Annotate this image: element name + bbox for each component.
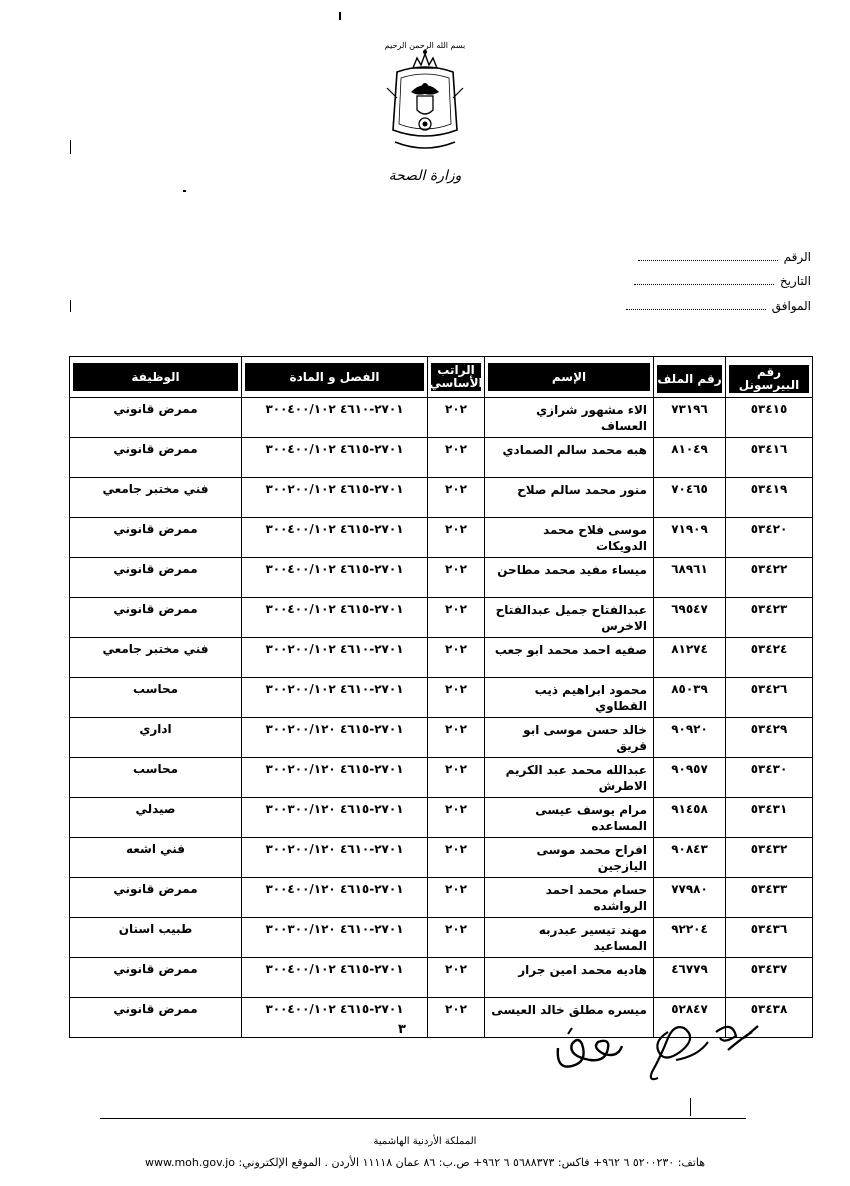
header-employee-number: رقم البيرسونل	[726, 357, 813, 398]
table-row	[70, 958, 813, 998]
scan-mark	[70, 300, 71, 312]
table-row	[70, 918, 813, 958]
name-cell: مهند تيسير عبدربه المساعيد	[485, 918, 654, 958]
file-number-cell: ٦٩٥٤٧	[654, 598, 726, 638]
salary-cell: ٢٠٢	[428, 838, 485, 878]
category-cell: ٢٧٠١-٤٦١٥ ٣٠٠٤٠٠/١٠٢	[242, 518, 428, 558]
category-cell: ٢٧٠١-٤٦١٥ ٣٠٠٤٠٠/١٠٢	[242, 598, 428, 638]
job-cell: صيدلي	[70, 798, 242, 838]
scan-mark	[183, 190, 186, 192]
table-row	[70, 518, 813, 558]
salary-cell: ٢٠٢	[428, 478, 485, 518]
job-cell: فني مختبر جامعي	[70, 478, 242, 518]
date-field	[625, 274, 811, 288]
job-cell: ممرض قانوني	[70, 558, 242, 598]
salary-cell: ٢٠٢	[428, 758, 485, 798]
table-row	[70, 678, 813, 718]
reference-field	[625, 250, 811, 264]
table-row	[70, 838, 813, 878]
name-cell: ميساء مفيد محمد مطاحن	[485, 558, 654, 598]
header-category: الفصل و المادة	[242, 357, 428, 398]
file-number-cell: ٩١٤٥٨	[654, 798, 726, 838]
scan-mark	[339, 12, 341, 20]
file-number-cell: ٩٢٢٠٤	[654, 918, 726, 958]
category-cell: ٢٧٠١-٤٦١٥ ٣٠٠٤٠٠/١٠٢	[242, 998, 428, 1038]
file-number-cell: ٤٦٧٧٩	[654, 958, 726, 998]
name-cell: حسام محمد احمد الرواشده	[485, 878, 654, 918]
salary-cell: ٢٠٢	[428, 398, 485, 438]
employee-number-cell: ٥٣٤٢٤	[726, 638, 813, 678]
name-cell: محمود ابراهيم ذيب القطاوي	[485, 678, 654, 718]
category-cell: ٢٧٠١-٤٦١٠ ٣٠٠٢٠٠/١٠٢	[242, 678, 428, 718]
table-row	[70, 798, 813, 838]
job-cell: فني اشعه	[70, 838, 242, 878]
employee-number-cell: ٥٣٤٣٣	[726, 878, 813, 918]
name-cell: هبه محمد سالم الصمادي	[485, 438, 654, 478]
job-cell: محاسب	[70, 678, 242, 718]
category-cell: ٢٧٠١-٤٦١٥ ٣٠٠٢٠٠/١٢٠	[242, 758, 428, 798]
header-job: الوظيفة	[70, 357, 242, 398]
category-cell: ٢٧٠١-٤٦١٥ ٣٠٠٢٠٠/١٠٢	[242, 478, 428, 518]
salary-cell: ٢٠٢	[428, 518, 485, 558]
table-row	[70, 638, 813, 678]
job-cell: محاسب	[70, 758, 242, 798]
salary-cell: ٢٠٢	[428, 718, 485, 758]
scan-mark	[690, 1098, 691, 1116]
file-number-cell: ٧٧٩٨٠	[654, 878, 726, 918]
date-label: التاريخ	[779, 274, 811, 288]
job-cell: اداري	[70, 718, 242, 758]
file-number-cell: ٩٠٩٢٠	[654, 718, 726, 758]
table-row	[70, 598, 813, 638]
salary-cell: ٢٠٢	[428, 958, 485, 998]
category-cell: ٢٧٠١-٤٦١٥ ٣٠٠٤٠٠/١٠٢	[242, 558, 428, 598]
name-cell: عبدالله محمد عبد الكريم الاطرش	[485, 758, 654, 798]
job-cell: ممرض قانوني	[70, 998, 242, 1038]
name-cell: هاديه محمد امين جرار	[485, 958, 654, 998]
category-cell: ٢٧٠١-٤٦١٠ ٣٠٠٢٠٠/١٢٠	[242, 838, 428, 878]
file-number-cell: ٧٣١٩٦	[654, 398, 726, 438]
employee-number-cell: ٥٣٤٣١	[726, 798, 813, 838]
corresponding-line	[626, 299, 766, 310]
scan-mark	[70, 140, 71, 154]
employee-number-cell: ٥٣٤٣٠	[726, 758, 813, 798]
corresponding-field	[625, 299, 811, 313]
header-file-number: رقم الملف	[654, 357, 726, 398]
table-row	[70, 878, 813, 918]
footer-contact: هاتف: ٥٢٠٠٢٣٠ ٦ ٩٦٢+ فاكس: ٥٦٨٨٣٧٣ ٦ ٩٦٢+ ص.ب: ٨٦ عمان ١١١١٨ الأردن . الموقع الإلكتروني: www.moh.gov.jo	[144, 1156, 706, 1169]
job-cell: ممرض قانوني	[70, 878, 242, 918]
category-cell: ٢٧٠١-٤٦١٠ ٣٠٠٤٠٠/١٠٢	[242, 398, 428, 438]
job-cell: فني مختبر جامعي	[70, 638, 242, 678]
category-cell: ٢٧٠١-٤٦١٥ ٣٠٠٣٠٠/١٢٠	[242, 798, 428, 838]
table-row	[70, 438, 813, 478]
category-cell: ٢٧٠١-٤٦١٠ ٣٠٠٣٠٠/١٢٠	[242, 918, 428, 958]
basmala-text: بسم الله الرحمن الرحيم	[384, 41, 466, 50]
file-number-cell: ٧١٩٠٩	[654, 518, 726, 558]
page-number: ٣	[398, 1022, 406, 1037]
salary-cell: ٢٠٢	[428, 598, 485, 638]
name-cell: الاء مشهور شرازي العساف	[485, 398, 654, 438]
name-cell: خالد حسن موسى ابو قريق	[485, 718, 654, 758]
ministry-name: وزارة الصحة	[388, 168, 462, 184]
employee-number-cell: ٥٣٤٣٢	[726, 838, 813, 878]
employee-table	[69, 356, 813, 1038]
reference-line	[638, 250, 778, 261]
salary-cell: ٢٠٢	[428, 918, 485, 958]
employee-number-cell: ٥٣٤٣٦	[726, 918, 813, 958]
category-cell: ٢٧٠١-٤٦١٥ ٣٠٠٢٠٠/١٢٠	[242, 718, 428, 758]
corresponding-label: الموافق	[771, 299, 811, 313]
name-cell: منور محمد سالم صلاح	[485, 478, 654, 518]
employee-number-cell: ٥٣٤١٦	[726, 438, 813, 478]
header-name: الإسم	[485, 357, 654, 398]
jordan-coat-of-arms-icon	[383, 38, 467, 158]
file-number-cell: ٧٠٤٦٥	[654, 478, 726, 518]
employee-number-cell: ٥٣٤٢٢	[726, 558, 813, 598]
table-row	[70, 478, 813, 518]
name-cell: مرام يوسف عيسى المساعده	[485, 798, 654, 838]
category-cell: ٢٧٠١-٤٦١٥ ٣٠٠٤٠٠/١٢٠	[242, 878, 428, 918]
salary-cell: ٢٠٢	[428, 438, 485, 478]
table-row	[70, 398, 813, 438]
footer-country: المملكة الأردنية الهاشمية	[373, 1136, 477, 1147]
salary-cell: ٢٠٢	[428, 878, 485, 918]
job-cell: ممرض قانوني	[70, 598, 242, 638]
name-cell: افراح محمد موسى اليازجين	[485, 838, 654, 878]
salary-cell: ٢٠٢	[428, 558, 485, 598]
handwritten-signatures-icon	[548, 1008, 768, 1090]
table-header-row	[70, 357, 813, 398]
file-number-cell: ٥٢٨٤٧	[654, 998, 726, 1038]
job-cell: طبيب اسنان	[70, 918, 242, 958]
employee-number-cell: ٥٣٤١٥	[726, 398, 813, 438]
file-number-cell: ٨١٢٧٤	[654, 638, 726, 678]
job-cell: ممرض قانوني	[70, 438, 242, 478]
file-number-cell: ٩٠٨٤٣	[654, 838, 726, 878]
salary-cell: ٢٠٢	[428, 798, 485, 838]
job-cell: ممرض قانوني	[70, 398, 242, 438]
name-cell: صفيه احمد محمد ابو جعب	[485, 638, 654, 678]
table-row	[70, 758, 813, 798]
employee-number-cell: ٥٣٤٢٣	[726, 598, 813, 638]
name-cell: موسى فلاح محمد الدويكات	[485, 518, 654, 558]
file-number-cell: ٦٨٩٦١	[654, 558, 726, 598]
employee-number-cell: ٥٣٤٢٩	[726, 718, 813, 758]
employee-number-cell: ٥٣٤١٩	[726, 478, 813, 518]
category-cell: ٢٧٠١-٤٦١٠ ٣٠٠٢٠٠/١٠٢	[242, 638, 428, 678]
file-number-cell: ٨١٠٤٩	[654, 438, 726, 478]
category-cell: ٢٧٠١-٤٦١٥ ٣٠٠٤٠٠/١٠٢	[242, 438, 428, 478]
salary-cell: ٢٠٢	[428, 678, 485, 718]
file-number-cell: ٩٠٩٥٧	[654, 758, 726, 798]
employee-number-cell: ٥٣٤٢٦	[726, 678, 813, 718]
job-cell: ممرض قانوني	[70, 958, 242, 998]
name-cell: ميسره مطلق خالد العيسى	[485, 998, 654, 1038]
employee-number-cell: ٥٣٤٣٨	[726, 998, 813, 1038]
date-line	[634, 274, 774, 285]
file-number-cell: ٨٥٠٣٩	[654, 678, 726, 718]
category-cell: ٢٧٠١-٤٦١٥ ٣٠٠٤٠٠/١٠٢	[242, 958, 428, 998]
table-row	[70, 558, 813, 598]
header-salary: الراتب الأساسي	[428, 357, 485, 398]
employee-number-cell: ٥٣٤٣٧	[726, 958, 813, 998]
name-cell: عبدالفتاح جميل عبدالفتاح الاخرس	[485, 598, 654, 638]
job-cell: ممرض قانوني	[70, 518, 242, 558]
employee-number-cell: ٥٣٤٢٠	[726, 518, 813, 558]
table-row	[70, 718, 813, 758]
salary-cell: ٢٠٢	[428, 998, 485, 1038]
reference-label: الرقم	[783, 250, 811, 264]
salary-cell: ٢٠٢	[428, 638, 485, 678]
footer-divider	[100, 1118, 746, 1119]
